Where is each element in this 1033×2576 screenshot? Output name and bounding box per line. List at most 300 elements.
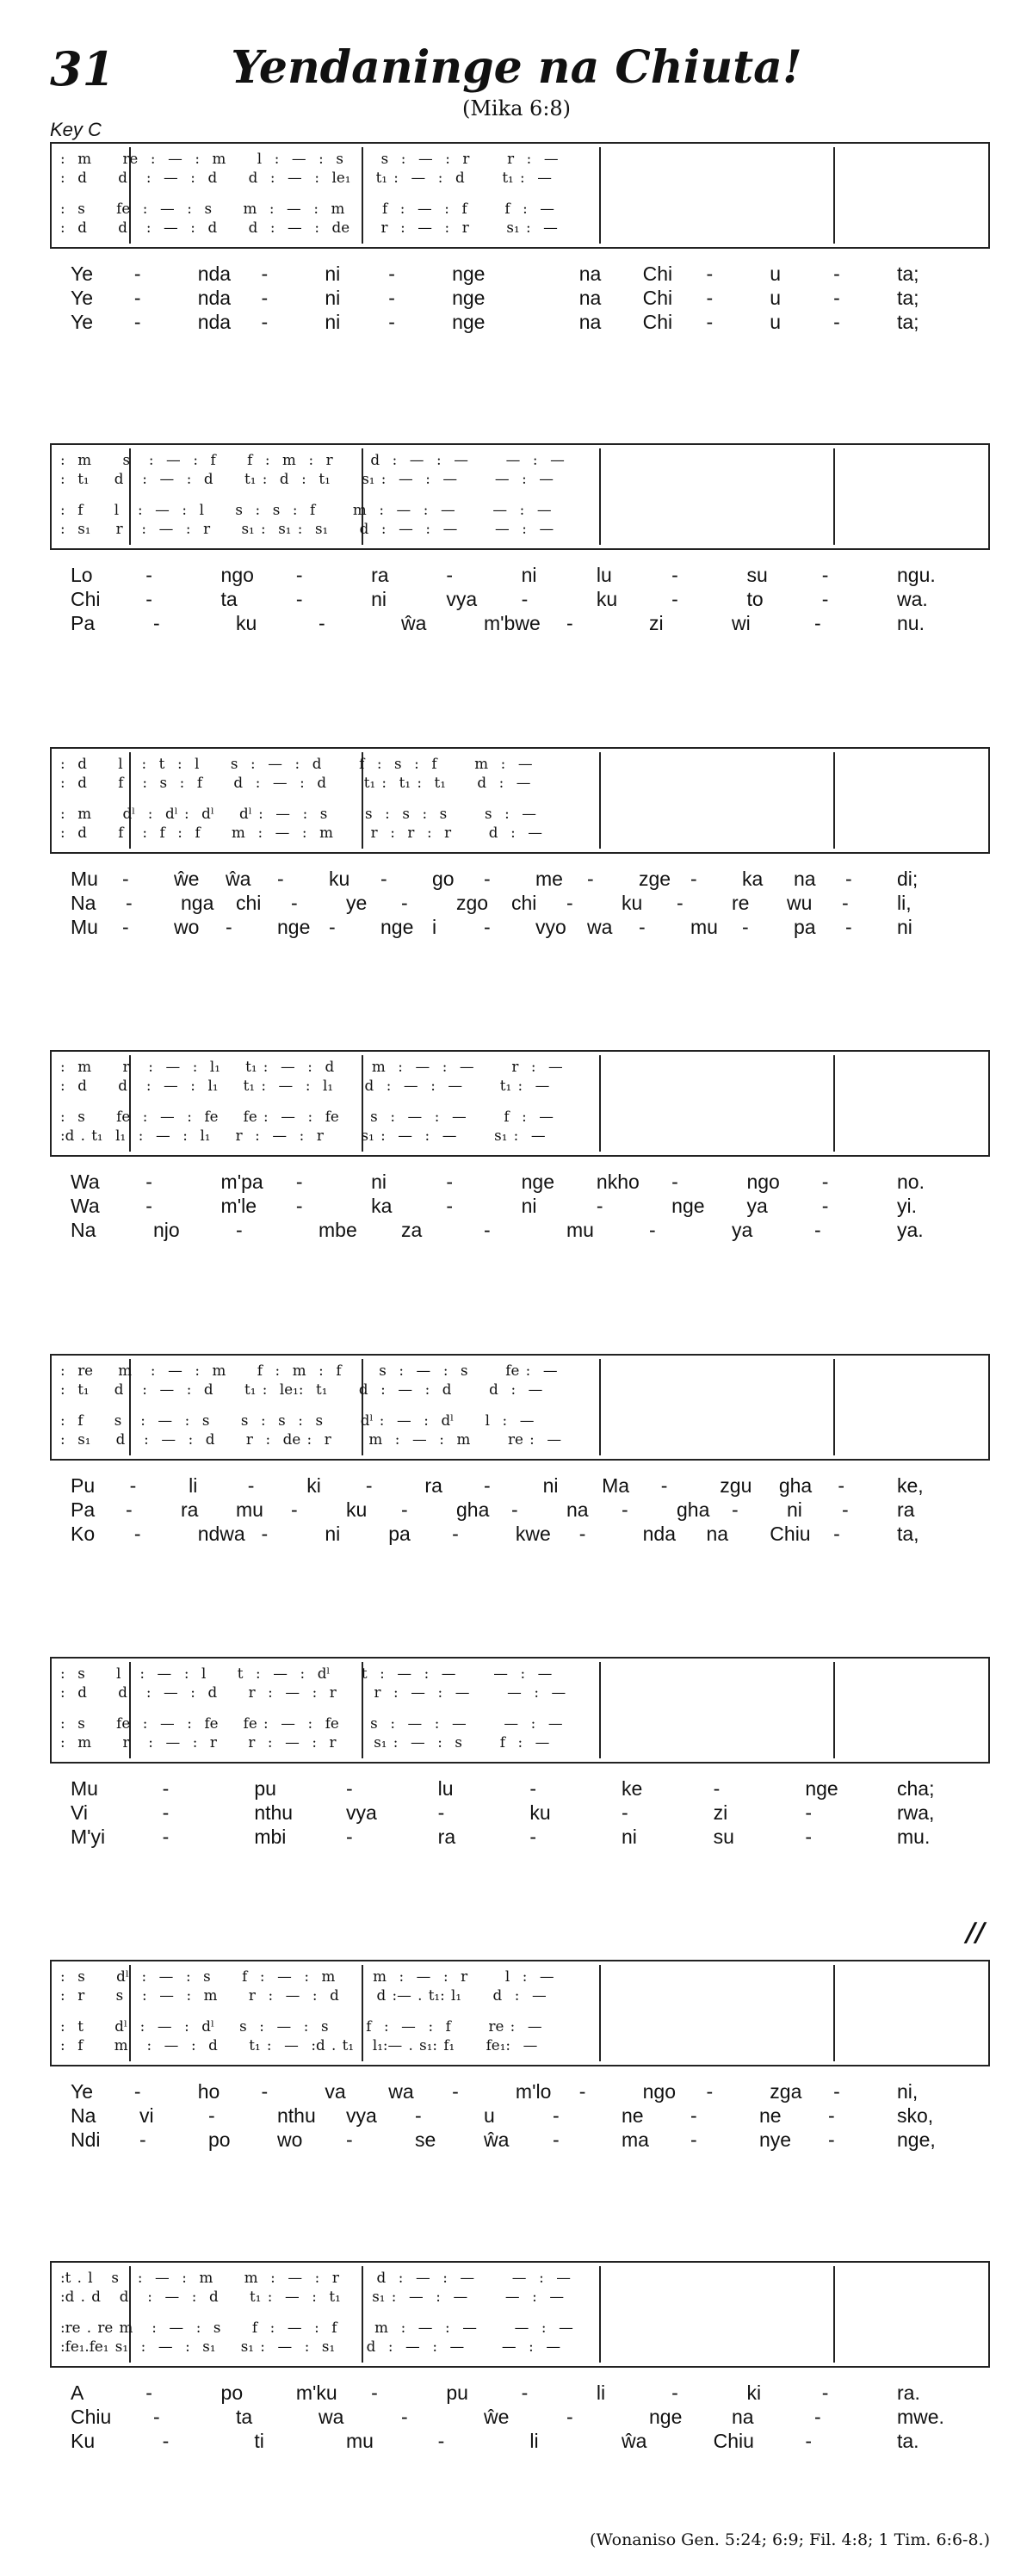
lyric-syllable: yi. [897,1195,917,1217]
lyric-syllable: - [833,2080,840,2103]
lyric-line [50,1195,990,1219]
lyric-syllable: - [622,1498,628,1521]
lyric-syllable: - [814,612,821,634]
lyric-syllable: nge [521,1171,554,1193]
lyric-syllable: di; [897,868,919,890]
lyric-line [50,1523,990,1547]
lyric-syllable: - [261,263,269,285]
lyric-syllable: su [713,1825,734,1848]
lyric-syllable: - [295,564,303,586]
lyric-line [50,868,990,892]
lyric-syllable: Ye [71,2080,94,2103]
lyric-syllable: Ndi [71,2128,101,2151]
lyric-syllable: pu [254,1777,276,1800]
lyric-syllable: - [261,287,269,309]
lyric-syllable: vya [346,2104,377,2127]
lyric-syllable: - [277,868,284,890]
solfa-staff [50,1050,990,1157]
lyric-syllable: Vi [71,1801,89,1824]
lyric-syllable: ta, [897,1523,919,1545]
lyric-syllable: - [845,868,852,890]
lyric-line [50,892,990,916]
lyric-syllable: - [805,2430,812,2452]
lyric-syllable: - [145,2381,152,2404]
lyric-syllable: ye [346,892,368,914]
key-signature: Key C [50,119,102,140]
lyric-syllable: - [415,2104,422,2127]
lyric-syllable: - [162,1825,170,1848]
lyric-syllable: se [415,2128,436,2151]
lyric-syllable: Chi [642,287,673,309]
lyric-syllable: - [484,1219,491,1241]
lyric-syllable: - [122,868,129,890]
lyrics-block [50,263,990,335]
lyric-syllable: - [236,1219,243,1241]
lyric-syllable: ni [787,1498,802,1521]
lyric-syllable: nda [642,1523,676,1545]
solfa-row: : m re : — : m l : — : s s : — : r r : — [60,151,559,168]
lyric-syllable: - [133,2080,141,2103]
lyric-line [50,2128,990,2153]
lyric-syllable: zge [639,868,671,890]
lyric-syllable: u [484,2104,495,2127]
lyric-syllable: Pa [71,1498,96,1521]
lyric-syllable: chi [511,892,537,914]
lyric-syllable: po [220,2381,244,2404]
lyrics-block [50,1171,990,1243]
hymn-number: 31 [50,41,115,96]
lyric-syllable: - [133,1523,141,1545]
lyric-syllable: nge [452,263,486,285]
lyric-line [50,1171,990,1195]
lyric-syllable: ne [622,2104,644,2127]
lyric-syllable: - [452,1523,459,1545]
solfa-row: : f m : — : d t₁ : — :d . t₁ l₁:— . s₁: f₁ fe₁: — [60,2037,538,2054]
lyric-syllable: Mu [71,1777,98,1800]
lyric-syllable: - [484,868,491,890]
lyric-syllable: Na [71,2104,96,2127]
lyric-syllable: ngo [220,564,254,586]
solfa-row: : s₁ r : — : r s₁ : s₁ : s₁ d : — : — — : — [60,521,554,538]
lyric-syllable: wo [174,916,200,938]
lyric-syllable: ni, [897,2080,919,2103]
lyric-syllable: ngo [746,1171,780,1193]
lyric-syllable: - [401,2406,408,2428]
lyric-syllable: wa [388,2080,414,2103]
lyric-syllable: su [746,564,768,586]
lyric-syllable: ta [236,2406,253,2428]
lyric-syllable: wi [732,612,751,634]
lyric-syllable: - [529,1825,536,1848]
solfa-row: : d f : f : f m : — : m r : r : r d : — [60,825,542,842]
lyric-syllable: go [432,868,455,890]
lyric-syllable: - [126,892,133,914]
lyric-line [50,1777,990,1801]
lyric-syllable: ta. [897,2430,919,2452]
lyrics-block [50,2080,990,2153]
lyric-syllable: chi [236,892,262,914]
music-system [50,443,990,636]
lyric-syllable: - [596,1195,603,1217]
lyric-line [50,2430,990,2454]
lyric-syllable: nda [197,287,232,309]
lyric-syllable: po [208,2128,231,2151]
lyric-syllable: cha; [897,1777,935,1800]
lyric-syllable: - [145,1171,152,1193]
lyric-syllable: - [805,1825,812,1848]
lyric-syllable: ra. [897,2381,920,2404]
solfa-row: :fe₁.fe₁ s₁ : — : s₁ s₁ : — : s₁ d : — : — — : — [60,2338,561,2356]
lyric-syllable: ke [622,1777,643,1800]
solfa-row: : d d : — : d d : — : de r : — : r s₁ : — [60,219,558,237]
lyric-syllable: - [660,1474,668,1497]
lyric-syllable: ra [897,1498,915,1521]
lyric-syllable: - [145,1195,152,1217]
lyric-syllable: - [295,1195,303,1217]
lyric-syllable: nge [452,311,486,333]
lyric-syllable: - [484,916,491,938]
lyric-syllable: lu [596,564,612,586]
lyric-syllable: Wa [71,1171,100,1193]
lyric-syllable: - [226,916,232,938]
lyric-syllable: nu. [897,612,925,634]
solfa-row: : f l : — : l s : s : f m : — : — — : — [60,502,552,519]
lyric-syllable: - [842,892,849,914]
lyric-line [50,1474,990,1498]
solfa-row: : t₁ d : — : d t₁ : d : t₁ s₁ : — : — — : — [60,471,554,488]
lyric-syllable: - [671,588,678,610]
lyric-syllable: ka [371,1195,393,1217]
solfa-row: : s fe : — : s m : — : m f : — : f f : — [60,201,555,218]
lyric-syllable: ni [622,1825,637,1848]
lyric-syllable: vya [446,588,478,610]
lyric-syllable: - [690,2128,697,2151]
solfa-row: : t₁ d : — : d t₁ : le₁: t₁ d : — : d d : — [60,1381,543,1399]
lyric-line [50,2080,990,2104]
lyric-syllable: ni [325,1523,341,1545]
lyric-syllable: - [828,2104,835,2127]
lyric-syllable: - [732,1498,739,1521]
lyric-syllable: mu [566,1219,594,1241]
lyric-line [50,2406,990,2430]
solfa-row: : m s : — : f f : m : r d : — : — — : — [60,452,565,469]
lyric-syllable: li [189,1474,198,1497]
lyric-syllable: - [145,588,152,610]
solfa-row: : d d : — : l₁ t₁ : — : l₁ d : — : — t₁ : — [60,1078,550,1095]
lyric-syllable: - [521,2381,529,2404]
lyric-syllable: zgo [456,892,489,914]
lyric-syllable: ni [325,263,341,285]
lyric-syllable: nthu [254,1801,294,1824]
solfa-staff [50,1657,990,1764]
lyric-syllable: - [553,2104,560,2127]
lyric-syllable: A [71,2381,84,2404]
lyric-syllable: wa [319,2406,344,2428]
solfa-staff [50,142,990,249]
lyric-syllable: ŵa [401,612,427,634]
lyric-syllable: - [261,1523,269,1545]
solfa-row: : s dˡ : — : s f : — : m m : — : r l : — [60,1968,554,1986]
lyric-syllable: ya [732,1219,753,1241]
lyric-syllable: vya [346,1801,377,1824]
lyric-syllable: i [432,916,437,938]
lyric-syllable: sko, [897,2104,934,2127]
lyric-syllable: ngo [642,2080,676,2103]
solfa-row: : r s : — : m r : — : d d :— . t₁: l₁ d : — [60,1987,547,2005]
lyric-line [50,1801,990,1825]
lyric-syllable: - [388,287,395,309]
lyric-line [50,2104,990,2128]
lyric-syllable: lu [437,1777,454,1800]
lyric-line [50,1219,990,1243]
lyric-syllable: - [401,1498,408,1521]
lyric-syllable: - [162,1801,170,1824]
lyric-syllable: gha [456,1498,490,1521]
lyric-syllable: ho [197,2080,220,2103]
solfa-row: : m dˡ : dˡ : dˡ dˡ : — : s s : s : s s : — [60,806,537,823]
lyric-syllable: - [346,1825,353,1848]
lyric-syllable: - [380,868,387,890]
lyric-line [50,916,990,940]
lyric-syllable: - [511,1498,518,1521]
lyrics-block [50,868,990,940]
lyric-syllable: ni [542,1474,559,1497]
lyric-line [50,287,990,311]
lyric-syllable: - [133,311,141,333]
lyric-syllable: Mu [71,868,98,890]
lyric-syllable: - [261,2080,269,2103]
lyric-syllable: zi [713,1801,728,1824]
lyric-syllable: Chi [642,263,673,285]
lyric-syllable: - [671,564,678,586]
lyric-syllable: Chiu [71,2406,112,2428]
lyric-syllable: ra [424,1474,442,1497]
lyric-syllable: ta; [897,311,919,333]
lyric-syllable: - [821,564,829,586]
lyric-syllable: Pu [71,1474,96,1497]
lyric-syllable: Chiu [713,2430,754,2452]
lyric-syllable: Ma [602,1474,630,1497]
lyric-syllable: nge [277,916,311,938]
lyric-syllable: ŵa [484,2128,510,2151]
lyric-syllable: - [690,2104,697,2127]
solfa-row: :d . t₁ l₁ : — : l₁ r : — : r s₁ : — : — s₁ : — [60,1127,546,1145]
lyric-syllable: - [828,2128,835,2151]
lyric-syllable: - [833,1523,840,1545]
solfa-row: : d d : — : d r : — : r r : — : — — : — [60,1684,566,1702]
lyric-syllable: - [446,1171,454,1193]
lyric-syllable: na [732,2406,754,2428]
lyric-syllable: wo [277,2128,303,2151]
lyric-syllable: ki [306,1474,321,1497]
lyric-syllable: - [639,916,646,938]
lyric-syllable: za [401,1219,423,1241]
lyric-syllable: Chiu [770,1523,811,1545]
lyric-syllable: nge [380,916,414,938]
lyric-syllable: nga [181,892,214,914]
lyric-syllable: - [446,1195,454,1217]
lyric-syllable: ta; [897,287,919,309]
lyric-syllable: Lo [71,564,93,586]
lyric-syllable: ku [529,1801,551,1824]
lyric-syllable: mbi [254,1825,287,1848]
solfa-row: : t dˡ : — : dˡ s : — : s f : — : f re : — [60,2018,542,2035]
lyric-syllable: vyo [535,916,566,938]
lyric-syllable: - [365,1474,373,1497]
lyric-syllable: zga [770,2080,802,2103]
solfa-row: : d l : t : l s : — : d f : s : f m : — [60,756,533,773]
solfa-staff [50,1354,990,1461]
music-system [50,1050,990,1243]
lyric-syllable: - [329,916,336,938]
lyric-syllable: rwa, [897,1801,935,1824]
lyric-syllable: ra [437,1825,456,1848]
lyric-syllable: - [139,2128,146,2151]
lyric-syllable: nthu [277,2104,316,2127]
solfa-row: : f s : — : s s : s : s dˡ : — : dˡ l : — [60,1412,535,1430]
lyric-syllable: - [529,1777,536,1800]
lyric-syllable: Ye [71,287,94,309]
lyric-syllable: nda [197,311,232,333]
lyric-syllable: ti [254,2430,264,2452]
lyric-syllable: Ku [71,2430,96,2452]
solfa-row: : d d : — : d d : — : le₁ t₁ : — : d t₁ : — [60,170,552,187]
lyric-syllable: - [814,2406,821,2428]
lyric-syllable: zgu [720,1474,752,1497]
lyric-syllable: - [153,2406,160,2428]
lyric-syllable: nge [805,1777,838,1800]
lyric-syllable: - [437,2430,445,2452]
lyric-syllable: ya. [897,1219,924,1241]
lyric-syllable: mu [690,916,718,938]
lyric-syllable: wa [587,916,613,938]
solfa-row: : s fe : — : fe fe : — : fe s : — : — f : — [60,1109,554,1126]
lyric-syllable: - [578,2080,586,2103]
solfa-row: :t . l s : — : m m : — : r d : — : — — : — [60,2270,571,2287]
solfa-staff [50,443,990,550]
lyric-syllable: - [145,564,152,586]
lyric-syllable: - [833,287,840,309]
lyric-syllable: - [401,892,408,914]
lyric-syllable: nge, [897,2128,936,2151]
lyric-syllable: na [578,311,602,333]
lyric-syllable: - [821,1171,829,1193]
lyric-line [50,1498,990,1523]
lyric-syllable: Chi [642,311,673,333]
lyric-syllable: ŵa [226,868,251,890]
lyric-syllable: nye [759,2128,792,2151]
lyric-syllable: na [578,263,602,285]
lyric-syllable: nkho [596,1171,640,1193]
lyric-syllable: ni [897,916,912,938]
lyric-syllable: - [122,916,129,938]
lyric-syllable: Na [71,1219,96,1241]
solfa-row: : re m : — : m f : m : f s : — : s fe : — [60,1362,558,1380]
lyric-syllable: - [821,2381,829,2404]
lyric-syllable: - [671,1171,678,1193]
lyric-syllable: - [845,916,852,938]
lyric-syllable: ki [746,2381,762,2404]
lyric-syllable: Wa [71,1195,100,1217]
lyric-syllable: u [770,311,782,333]
lyric-syllable: re [732,892,750,914]
lyric-syllable: Na [71,892,96,914]
lyric-syllable: m'bwe [484,612,541,634]
lyric-syllable: li [596,2381,606,2404]
solfa-row: :d . d d : — : d t₁ : — : t₁ s₁ : — : — — : — [60,2289,565,2306]
lyric-syllable: ya [746,1195,768,1217]
lyric-syllable: u [770,263,782,285]
lyric-syllable: mu [236,1498,263,1521]
lyric-syllable: - [821,588,829,610]
solfa-row: : m r : — : r r : — : r s₁ : — : s f : — [60,1734,550,1751]
lyric-syllable: nge [452,287,486,309]
lyric-syllable: ku [346,1498,368,1521]
lyric-syllable: li, [897,892,912,914]
lyric-syllable: - [677,892,684,914]
lyric-syllable: na [578,287,602,309]
scripture-reference: (Mika 6:8) [461,96,572,120]
lyric-syllable: ne [759,2104,782,2127]
lyric-syllable: ni [325,311,341,333]
lyric-syllable: - [805,1801,812,1824]
lyric-line [50,612,990,636]
lyric-syllable: - [452,2080,459,2103]
lyric-syllable: mwe. [897,2406,944,2428]
lyric-syllable: - [133,263,141,285]
lyric-syllable: - [446,564,454,586]
lyric-syllable: nge [649,2406,683,2428]
lyric-syllable: kwe [515,1523,551,1545]
lyric-syllable: ŵa [622,2430,647,2452]
lyric-syllable: - [129,1474,137,1497]
lyrics-block [50,1777,990,1850]
lyric-syllable: pa [388,1523,411,1545]
lyric-syllable: - [587,868,594,890]
lyric-syllable: - [484,1474,491,1497]
solfa-staff [50,1960,990,2066]
lyric-syllable: Ye [71,311,94,333]
lyric-syllable: - [247,1474,255,1497]
lyric-syllable: m'lo [515,2080,552,2103]
footer-reference: (Wonaniso Gen. 5:24; 6:9; Fil. 4:8; 1 Tim. 6:6-8.) [589,2530,990,2549]
lyric-syllable: na [566,1498,589,1521]
lyric-syllable: mu [346,2430,374,2452]
lyric-syllable: - [842,1498,849,1521]
lyric-syllable: u [770,287,782,309]
lyric-line [50,564,990,588]
lyric-syllable: gha [778,1474,813,1497]
music-system [50,747,990,940]
lyric-syllable: - [814,1219,821,1241]
solfa-row: : d f : s : f d : — : d t₁ : t₁ : t₁ d : — [60,775,531,792]
lyric-syllable: to [746,588,764,610]
lyrics-block [50,2381,990,2454]
lyric-syllable: - [162,1777,170,1800]
lyric-syllable: ta [220,588,238,610]
lyric-syllable: - [566,612,573,634]
lyric-syllable: - [388,263,395,285]
lyric-syllable: m'pa [220,1171,263,1193]
lyric-syllable: na [794,868,816,890]
solfa-staff [50,747,990,854]
lyric-line [50,311,990,335]
lyric-syllable: pu [446,2381,468,2404]
hymn-title: Yendaninge na Chiuta! [231,41,802,94]
lyric-syllable: - [833,311,840,333]
lyric-syllable: ndwa [197,1523,245,1545]
lyric-syllable: - [162,2430,170,2452]
